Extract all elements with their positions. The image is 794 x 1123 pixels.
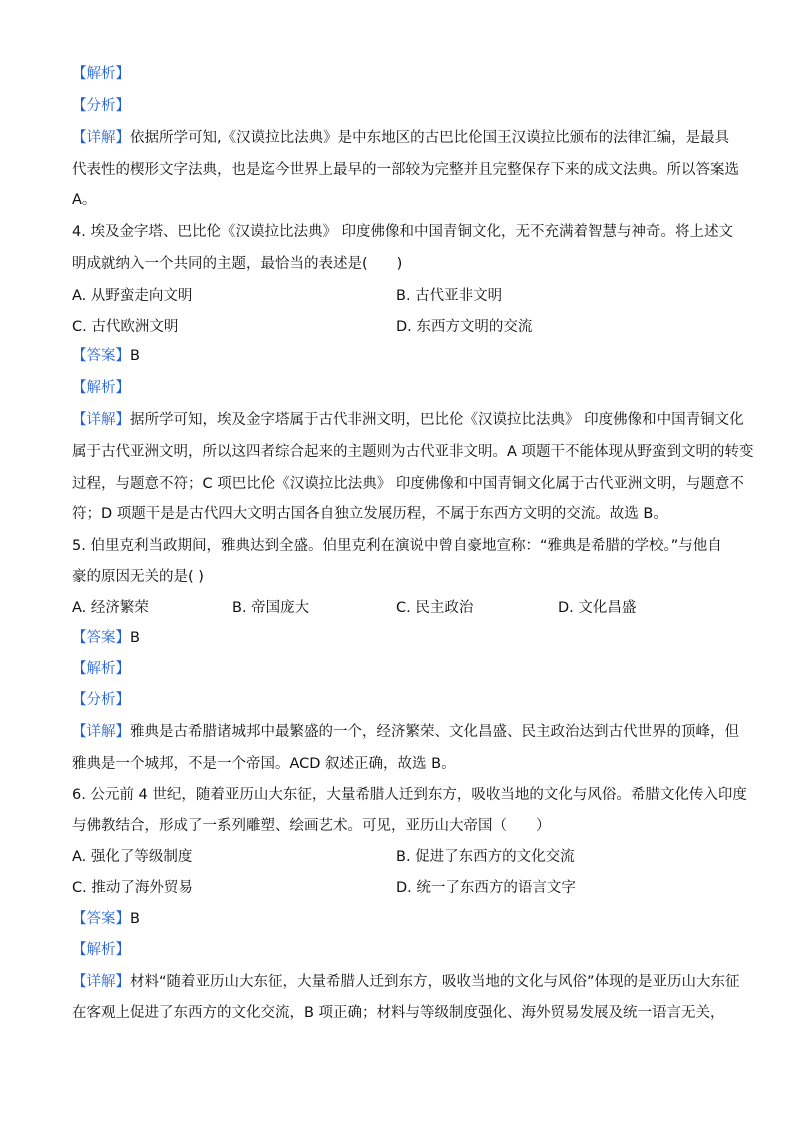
option-c: C. 民主政治 [396,600,474,616]
analysis-tag: 【解析】 [72,380,130,396]
option-b: B. 促进了东西方的文化交流 [396,849,575,865]
detail-text: 雅典是古希腊诸城邦中最繁盛的一个，经济繁荣、文化昌盛、民主政治达到古代世界的顶峰，但 [130,724,739,740]
detail-line: 符；D 项题干是是古代四大文明古国各自独立发展历程，不属于东西方文明的交流。故选 B。 [72,506,668,522]
analysis-tag: 【解析】 [72,942,130,958]
fenxi-tag: 【分析】 [72,98,130,114]
answer-line [72,346,722,366]
detail-tag: 【详解】 [72,974,130,990]
detail-line [72,410,744,430]
answer-tag: 【答案】 [72,911,130,927]
answer-tag: 【答案】 [72,630,130,646]
detail-line: 过程，与题意不符；C 项巴比伦《汉谟拉比法典》 印度佛像和中国青铜文化属于古代亚洲文明，与题意不 [72,476,744,492]
answer-value: B [130,630,140,646]
detail-line: A。 [72,192,97,208]
question-stem: 4. 埃及金字塔、巴比伦《汉谟拉比法典》 印度佛像和中国青铜文化，无不充满着智慧与神奇。将上述文 [72,224,734,240]
answer-tag: 【答案】 [72,348,130,364]
question-stem: 5. 伯里克利当政期间，雅典达到全盛。伯里克利在演说中曾自豪地宣称：“雅典是希腊的学校。”与他自 [72,538,722,554]
option-a: A. 从野蛮走向文明 [72,288,193,304]
detail-text: 据所学可知，埃及金字塔属于古代非洲文明，巴比伦《汉谟拉比法典》 印度佛像和中国青铜文化 [130,412,744,428]
detail-line: 在客观上促进了东西方的文化交流，B 项正确；材料与等级制度强化、海外贸易发展及统一语言无关， [72,1005,725,1021]
question-stem: 豪的原因无关的是( ) [72,569,204,585]
option-d: D. 东西方文明的交流 [396,319,533,335]
detail-line [72,128,730,148]
answer-line [72,909,722,929]
detail-tag: 【详解】 [72,724,130,740]
analysis-tag: 【解析】 [72,66,130,82]
option-b: B. 帝国庞大 [232,600,310,616]
answer-value: B [130,911,140,927]
option-c: C. 古代欧洲文明 [72,319,179,335]
option-d: D. 文化昌盛 [558,600,637,616]
detail-line [72,722,739,742]
detail-line: 属于古代亚洲文明，所以这四者综合起来的主题则为古代亚非文明。A 项题干不能体现从野蛮到文明的转变 [72,444,754,460]
detail-text: 依据所学可知,《汉谟拉比法典》是中东地区的古巴比伦国王汉谟拉比颁布的法律汇编，是最具 [130,130,730,146]
detail-line: 雅典是一个城邦，不是一个帝国。ACD 叙述正确，故选 B。 [72,756,456,772]
detail-line [72,972,740,992]
analysis-tag: 【解析】 [72,661,130,677]
option-c: C. 推动了海外贸易 [72,880,193,896]
question-stem: 明成就纳入一个共同的主题，最恰当的表述是( ) [72,256,403,272]
detail-line: 代表性的楔形文字法典，也是迄今世界上最早的一部较为完整并且完整保存下来的成文法典。所以答案选 [72,162,739,178]
option-a: A. 强化了等级制度 [72,849,193,865]
question-stem: 与佛教结合，形成了一系列雕塑、绘画艺术。可见，亚历山大帝国（ ） [72,818,551,834]
answer-line [72,628,722,648]
detail-text: 材料“随着亚历山大东征，大量希腊人迁到东方，吸收当地的文化与风俗”体现的是亚历山大东征 [130,974,740,990]
option-d: D. 统一了东西方的语言文字 [396,880,576,896]
fenxi-tag: 【分析】 [72,692,130,708]
option-b: B. 古代亚非文明 [396,288,503,304]
detail-tag: 【详解】 [72,130,130,146]
detail-tag: 【详解】 [72,412,130,428]
question-stem: 6. 公元前 4 世纪，随着亚历山大东征，大量希腊人迁到东方，吸收当地的文化与风俗。希腊文化传入印度 [72,787,747,803]
option-a: A. 经济繁荣 [72,600,149,616]
answer-value: B [130,348,140,364]
